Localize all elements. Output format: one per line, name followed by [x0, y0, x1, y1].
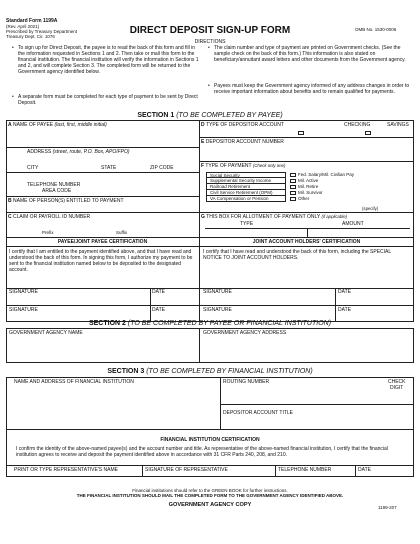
green-book-note: Financial institutions should refer to the GREEN BOOK for further instructions.: [132, 488, 288, 493]
prescribed-by: Prescribed by Treasury Department: [6, 29, 78, 34]
rule: [6, 465, 414, 466]
print-rep-label: PRINT OR TYPE REPRESENTATIVE'S NAME: [14, 467, 118, 473]
field-g-letter: G: [201, 214, 205, 220]
section3-subtitle: (TO BE COMPLETED BY FINANCIAL INSTITUTION): [146, 368, 313, 375]
payment-list-left: [206, 172, 286, 202]
type-label: TYPE: [240, 221, 254, 227]
field-d-label: [201, 122, 284, 128]
field-b-label: [8, 198, 124, 204]
field-c-label: [8, 214, 90, 220]
section2-label: SECTION 2: [88, 320, 126, 327]
savings-checkbox[interactable]: [365, 124, 373, 142]
field-f-text: TYPE OF PAYMENT: [205, 163, 252, 169]
directions-right-1: • The claim number and type of payment are printed on Government checks. (See the sample check on the back of this form.) This information is also stated on beneficiary/annuitant award letters and other documents from the Government agency.: [214, 45, 414, 63]
address-label: [27, 149, 130, 155]
field-e-letter: E: [201, 139, 205, 145]
payee-cert-text: I certify that I am entitled to the payment identified above, and that I have read and understood the back of this form. In signing this form, I authorize my payment to be sent to the financial institution named below to be deposited to the designated account.: [9, 249, 193, 273]
omb-number: OMB No. 1530-0006: [355, 27, 397, 32]
rule: [307, 228, 308, 237]
form-code: 1199-207: [378, 505, 397, 510]
payment-option[interactable]: [206, 196, 286, 202]
rule: [6, 305, 414, 306]
rule: [199, 212, 414, 213]
rule: [6, 147, 199, 148]
rule: [6, 172, 199, 173]
date-label: DATE: [152, 289, 165, 295]
field-c-letter: C: [8, 214, 12, 220]
directions-left-1: • To sign up for Direct Deposit, the payee is to read the back of this form and fill in the information requested in Sections 1 and 2. Then take or mail this form to the financial institution. The financial institution will verify the information in Sections 1 and 2, and will complete Section 3. The completed form will be returned to the Government agency identified below.: [18, 45, 203, 75]
signature-label: SIGNATURE: [203, 289, 232, 295]
copy-label: GOVERNMENT AGENCY COPY: [168, 502, 252, 508]
suffix-label: Suffix: [116, 230, 128, 235]
field-a-letter: A: [8, 122, 12, 128]
section3-heading: [0, 368, 420, 376]
section1-divider: [199, 120, 200, 322]
rule: [199, 328, 200, 363]
specify-label: (specify): [362, 206, 379, 211]
payment-list-right: [290, 172, 400, 202]
joint-cert-text: I certify that I have read and understood the back of this form, including the SPECIAL NOTICE TO JOINT ACCOUNT HOLDERS.: [203, 249, 391, 261]
address-hint: (street, route, P.O. Box, APO/FPO): [52, 149, 130, 155]
payment-option-label: Civil Service Retirement (OPM): [210, 190, 273, 195]
section2-heading: [0, 320, 420, 328]
field-a-label: [8, 122, 107, 128]
checking-label: CHECKING: [344, 122, 371, 128]
field-g-label: [201, 214, 347, 220]
directions-heading: DIRECTIONS: [194, 39, 226, 45]
rule: [6, 246, 414, 247]
directions-left-2: • A separate form must be completed for each type of payment to be sent by Direct Deposit.: [18, 94, 203, 106]
telephone-label: TELEPHONE NUMBER: [27, 182, 81, 188]
field-d-text: TYPE OF DEPOSITOR ACCOUNT: [205, 122, 284, 128]
payment-option-label: Mil. Survivor: [298, 190, 323, 195]
date-label: DATE: [338, 307, 351, 313]
payee-cert-heading: PAYEE/JOINT PAYEE CERTIFICATION: [57, 239, 148, 245]
section2-subtitle: (TO BE COMPLETED BY PAYEE OR FINANCIAL INSTITUTION): [127, 320, 332, 327]
payment-option-label: Mil. Active: [298, 178, 319, 183]
agency-address-label: GOVERNMENT AGENCY ADDRESS: [203, 330, 287, 336]
city-label: CITY: [27, 165, 39, 171]
fi-cert-heading: FINANCIAL INSTITUTION CERTIFICATION: [160, 437, 260, 443]
rule: [220, 377, 221, 429]
payment-option-label: Mil. Retire: [298, 184, 319, 189]
signature-label: SIGNATURE: [203, 307, 232, 313]
mail-notice: THE FINANCIAL INSTITUTION SHOULD MAIL THE COMPLETED FORM TO THE GOVERNMENT AGENCY IDENTIFIED ABOVE.: [76, 493, 344, 498]
payment-option-label: Other: [298, 196, 310, 201]
rule: [6, 196, 199, 197]
field-g-hint: (if applicable): [321, 214, 348, 219]
fi-cert-text: I confirm the identity of the above-named payee(s) and the account number and title. As representative of the above-named financial institution, I certify that the financial institution agrees to receive and deposit the payment identified above in accordance with 31 CFR Parts 240, 208, and 210.: [16, 446, 388, 458]
savings-label: SAVINGS: [387, 122, 409, 128]
date-label: DATE: [152, 307, 165, 313]
amount-label: AMOUNT: [342, 221, 364, 227]
zip-label: ZIP CODE: [150, 165, 174, 171]
date-rep-label: DATE: [358, 467, 371, 473]
rule: [199, 137, 414, 138]
signature-label: SIGNATURE: [9, 289, 38, 295]
payment-option-label: Social Security: [210, 173, 240, 178]
agency-name-label: GOVERNMENT AGENCY NAME: [9, 330, 83, 336]
state-label: STATE: [101, 165, 117, 171]
rule: [6, 212, 199, 213]
checking-checkbox[interactable]: [298, 124, 306, 142]
depositor-title-label: DEPOSITOR ACCOUNT TITLE: [223, 410, 294, 416]
field-f-hint: (Check only one): [252, 163, 286, 168]
section1-subtitle: (TO BE COMPLETED BY PAYEE): [176, 112, 283, 119]
telephone-rep-label: TELEPHONE NUMBER: [278, 467, 332, 473]
rule: [275, 465, 276, 477]
field-b-text: NAME OF PERSON(S) ENTITLED TO PAYMENT: [13, 198, 124, 204]
treasury-circular: Treasury Dept. Cir. 1076: [6, 34, 55, 39]
field-a-text: NAME OF PAYEE: [13, 122, 54, 128]
payment-option-label: Supplemental Security Income: [210, 178, 272, 183]
form-revision: (Rev. April 2021): [6, 24, 40, 29]
field-g-text: THIS BOX FOR ALLOTMENT OF PAYMENT ONLY: [206, 214, 321, 220]
section1-heading: [0, 112, 420, 120]
rule: [220, 404, 414, 405]
section1-label: SECTION 1: [137, 112, 175, 119]
field-c-text: CLAIM OR PAYROLL ID NUMBER: [13, 214, 91, 220]
routing-label: ROUTING NUMBER: [223, 379, 270, 385]
payment-option-label: VA Compensation or Pension: [210, 196, 269, 201]
field-e-label: [201, 139, 284, 145]
payment-option-label: Railroad Retirement: [210, 184, 251, 189]
directions-right-2: • Payees must keep the Government agency informed of any address changes in order to receive important information about benefits and to remain qualified for payments.: [214, 83, 414, 95]
payment-option[interactable]: [290, 196, 400, 202]
fi-name-address-label: NAME AND ADDRESS OF FINANCIAL INSTITUTION: [14, 379, 134, 385]
rule: [355, 465, 356, 477]
prefix-label: Prefix: [42, 230, 54, 235]
check-label: CHECK: [388, 379, 406, 385]
field-f-letter: F: [201, 163, 205, 169]
section3-label: SECTION 3: [107, 368, 145, 375]
rule: [6, 429, 414, 430]
field-a-hint: (last, first, middle initial): [54, 122, 107, 128]
payment-option-label: Fed. Salary/Mil. Civilian Pay: [298, 172, 355, 177]
address-text: ADDRESS: [27, 149, 52, 155]
joint-cert-heading: JOINT ACCOUNT HOLDERS' CERTIFICATION: [252, 239, 361, 245]
form-number: Standard Form 1199A: [6, 18, 58, 24]
rule: [199, 161, 414, 162]
field-e-text: DEPOSITOR ACCOUNT NUMBER: [205, 139, 284, 145]
signature-label: SIGNATURE: [9, 307, 38, 313]
field-d-letter: D: [201, 122, 205, 128]
field-b-letter: B: [8, 198, 12, 204]
rule: [142, 465, 143, 477]
area-code-label: AREA CODE: [42, 188, 72, 194]
section3-box: [6, 377, 414, 477]
form-title: DIRECT DEPOSIT SIGN-UP FORM: [129, 25, 291, 36]
digit-label: DIGIT: [390, 385, 404, 391]
rule: [6, 237, 414, 238]
signature-rep-label: SIGNATURE OF REPRESENTATIVE: [145, 467, 228, 473]
field-f-label: [201, 163, 285, 169]
date-label: DATE: [338, 289, 351, 295]
